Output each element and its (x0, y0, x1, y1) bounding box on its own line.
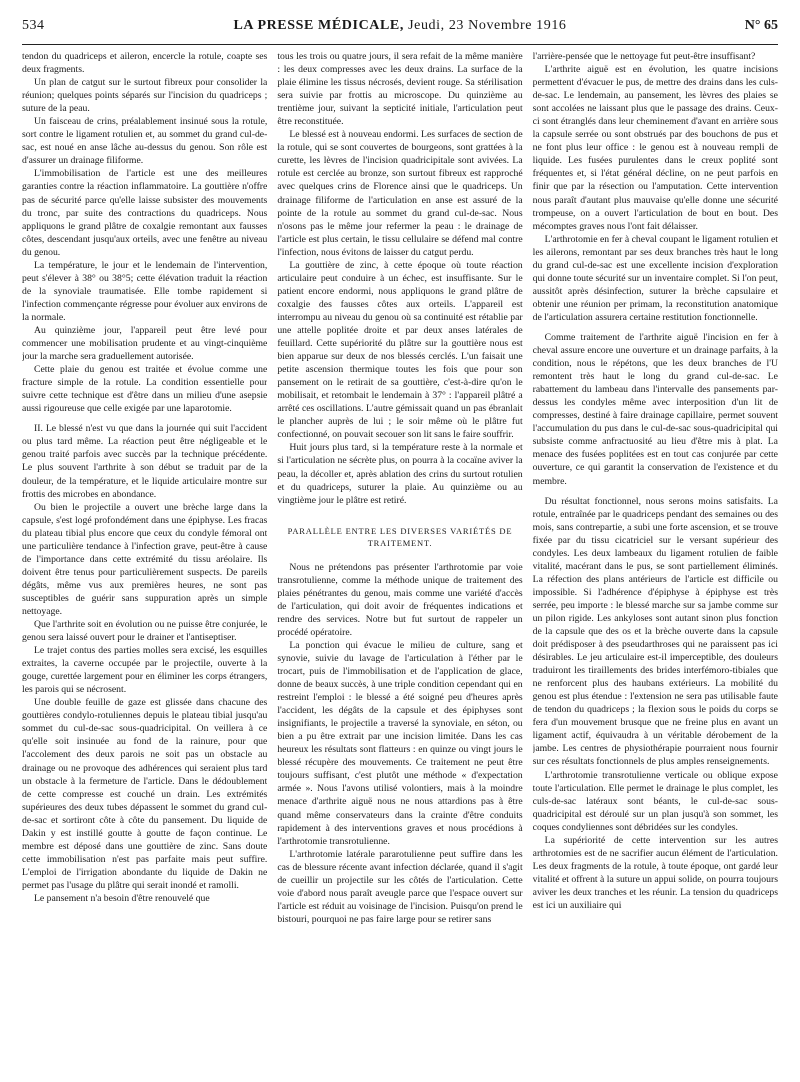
paragraph: La température, le jour et le lendemain de l'intervention, peut s'élever à 38° ou 38°5; cette élévation traduit la réaction de la synoviale traumatisée. Elle tombe rapidement si l'infection commençante régresse pour évoluer aux environs de la normale. (22, 259, 268, 323)
paragraph: L'arthrotomie en fer à cheval coupant le ligament rotulien et les ailerons, remontant par ses deux branches très haut le long du grand cul-de-sac est une excellente incision d'exploration qui donne toute sécurité sur un inventaire complet. Si l'on peut, aussitôt après désinfection, suturer la brèche capsulaire et obtenir une réunion per primam, la reconstitution anatomique de l'articulation assurera certaine restitution fonctionnelle. (532, 233, 778, 323)
paragraph: Le blessé est à nouveau endormi. Les surfaces de section de la rotule, qui se sont couvertes de bourgeons, sont grattées à la curette, les lèvres de l'incision quadricipitale sont avivées. La rotule est cerclée au bronze, son surtout fibreux est rapproché avec quelques crins de Florence ainsi que le quadriceps. Un drainage filiforme de l'articulation en anse est assuré de la pointe de la rotule au sommet du grand cul-de-sac. Nous n'osons pas le même jour refermer la peau : le drainage de l'article est plus certain, le tissu cellulaire se défend mal contre l'infection, nous évitons de laisser du catgut perdu. (277, 129, 523, 258)
text-column-3 (533, 50, 778, 1076)
paragraph: L'immobilisation de l'article est une des meilleures garanties contre la réaction inflammatoire. La gouttière n'offre pas de sécurité parce qu'elle laisse subsister des mouvements du tronc, par suite des contractions du quadriceps. Nous appliquons le grand plâtre de coxalgie remontant aux fausses côtes, descendant jusqu'aux orteils, avec une fenêtre au niveau du genou. (22, 168, 268, 258)
article-body (22, 50, 778, 1076)
paragraph: Une double feuille de gaze est glissée dans chacune des gouttières condylo-rotuliennes depuis le plateau tibial jusqu'au sommet du cul-de-sac sous-quadricipital. On veillera à ce qu'elle soit insinuée au fond de la rainure, pour que l'accolement des deux parois ne soit pas un obstacle au drainage ou ne provoque des adhérences qui seraient plus tard un obstacle à la fermeture de l'article. Dans le dédoublement de cette compresse est couché un drain. Les extrémités supérieures des deux tubes dépassent le sommet du grand cul-de-sac et sortiront côte à côte du pansement. Du liquide de Dakin y est instillé goutte à goutte de façon continue. Le membre est déposé dans une gouttière de zinc. Sans doute cette immobilisation n'est pas parfaite mais peut suffire. L'emploi de l'irrigation abondante du liquide de Dakin ne permet pas l'usage du plâtre qui serait inondé et ramolli. (22, 697, 268, 891)
paragraph: tous les trois ou quatre jours, il sera refait de la même manière : les deux compresses avec les deux drains. La surface de la plaie élimine les tissus nécrosés, devient rouge. Sa stérilisation sera suivie par frottis au microscope. Du quinzième au trentième jour, suivant la septicité initiale, l'articulation peut être reconstituée. (277, 51, 523, 128)
issue-number: N° 65 (744, 18, 778, 33)
paragraph: II. Le blessé n'est vu que dans la journée qui suit l'accident ou plus tard même. La réaction peut être négligeable et le genou traité parfois avec succès par la technique précédente. Le plus souvent l'arthrite à son début se traduit par de la douleur, de la température, et le liquide articulaire montre sur frottis des microbes en abondance. (22, 423, 268, 500)
paragraph: L'arthrotomie latérale pararotulienne peut suffire dans les cas de blessure récente avant infection déclarée, quand il s'agit de cueillir un projectile sur les côtés de l'articulation. Cette voie d'abord nous paraît aveugle parce que l'espace ouvert sur l'article est réduit au voisinage de l'incision. Puisqu'on prend le bistouri, pourquoi ne pas faire large pour se retirer sans (277, 848, 523, 925)
paragraph: Ou bien le projectile a ouvert une brèche large dans la capsule, s'est logé profondément dans une épiphyse. Les fracas du plateau tibial plus encore que ceux du condyle fémoral ont une particulière tendance à l'infection grave, peut-être à cause de l'importance dans cette extrémité du tissu aréolaire. Ils doivent être tenus pour particulièrement suspects. De pareils dégâts, même vus aux premières heures, ne sont pas susceptibles de guérir sans suppuration après un simple nettoyage. (22, 501, 268, 617)
paragraph: La gouttière de zinc, à cette époque où toute réaction articulaire peut conduire à un échec, est insuffisante. Sur le patient encore endormi, nous appliquons le grand plâtre de coxalgie des fausses côtes aux orteils. L'appareil est interrompu au niveau du genou où sa continuité est rétablie par une attelle poplitée droite et par deux anses latérales de feuillard. Cette supériorité du plâtre sur la gouttière nous est bien apparue sur deux de nos blessés cerclés. L'un faisait une petite ascension thermique toutes les fois que pour son pansement on le retirait de sa gouttière, c'est-à-dire qu'on le mobilisait, et retombait le lendemain à 37° : l'appareil plâtré a arrêté ces oscillations. L'autre gémissait quand un pas ébranlait le plancher auprès de lui ; le soir même où le plâtre fut confectionné, on pouvait secouer son lit sans le faire souffrir. (277, 259, 523, 441)
paragraph: L'arthrotomie transrotulienne verticale ou oblique expose toute l'articulation. Elle permet le drainage le plus complet, les culs-de-sac latéraux sont béants, le cul-de-sac sous-quadricipital est déroulé sur un plan jusqu'à son sommet, les coques condyliennes sont débridées sur les condyles. (532, 769, 778, 833)
issue-date: Jeudi, 23 Novembre 1916 (408, 18, 567, 33)
text-column-1 (22, 50, 267, 1076)
section-heading: PARALLÈLE ENTRE LES DIVERSES VARIÉTÉS DE TRAITEMENT. (287, 525, 513, 548)
paragraph: L'arthrite aiguë est en évolution, les quatre incisions permettent d'évacuer le pus, de mettre des drains dans les culs-de-sac. Le lendemain, au pansement, les lèvres des plaies se sont accolées ne laissant plus que le passage des drains. Ceux-ci sont étranglés dans leur cheminement d'avant en arrière sous la capsule serrée ou sont obstrués par des bouchons de pus et ne font plus leur office : le genou est à nouveau rempli de liquide. Les fusées purulentes dans le creux poplité sont fréquentes et, si l'état général décline, on ne peut parfois en finir que par la résection ou l'amputation. Cette intervention nous paraît d'autant plus mauvaise qu'elle donne une sécurité trompeuse, on a ouvert l'articulation de bout en bout. Des mécomptes graves nous l'ont fait délaisser. (532, 64, 778, 232)
paragraph: Un plan de catgut sur le surtout fibreux pour consolider la réunion; quelques points séparés sur l'incision du quadriceps ; suture de la peau. (22, 77, 268, 115)
paragraph: Au quinzième jour, l'appareil peut être levé pour commencer une mobilisation prudente et au vingt-cinquième jour la marche sera graduellement autorisée. (22, 324, 268, 363)
paragraph: Le pansement n'a besoin d'être renouvelé que (34, 893, 210, 904)
paragraph: Que l'arthrite soit en évolution ou ne puisse être conjurée, le genou sera laissé ouvert pour le drainer et l'antiseptiser. (22, 619, 268, 644)
paragraph: tendon du quadriceps et aileron, encercle la rotule, coapte ses deux fragments. (22, 51, 268, 76)
page-header (22, 18, 778, 45)
journal-name: LA PRESSE MÉDICALE, (233, 18, 404, 33)
paragraph: La supériorité de cette intervention sur les autres arthrotomies est de ne sacrifier aucun élément de l'articulation. Les deux fragments de la rotule, à toute époque, ont gardé leur vitalité et offrent à la suture un appui solide, on pourra toujours aviver les deux tranches et les réunir. La tension du quadriceps est ici un auxiliaire qui (532, 834, 778, 911)
page-number: 534 (22, 18, 45, 33)
text-column-2 (277, 50, 522, 1076)
paragraph: Du résultat fonctionnel, nous serons moins satisfaits. La rotule, entraînée par le quadriceps pendant des semaines ou des mois, sans contrepartie, a subi une forte ascension, et se trouve fixée par du tissu cicatriciel sur le versant supérieur des condyles. Les deux lambeaux du ligament rotulien de faible vitalité, macérant dans le pus, se sont partiellement éliminés. La réfection des plans antérieurs de l'article est difficile ou impossible. Si l'adhérence d'épiphyse à épiphyse est très serrée, peu importe : le blessé marche sur sa jambe comme sur un pilon rigide. Les ankyloses sont autant sinon plus fonction de la capsule que des os et la brèche ouverte dans la capsule doit prédisposer à des pseudarthroses qui ne paraissent pas ici désirables. Le jeu articulaire est-il imperceptible, des douleurs traduiront les tiraillements des brides interfémoro-tibiales que ne renforcent plus des haubans extérieurs. La mobilité du genou est plus étendue : l'extension ne sera pas utilisable faute de tendon du quadriceps ; la flexion sous le poids du corps se fera d'un mouvement brusque que ne freine plus en avant un ligament actif, équivaudra à un véritable dérobement de la jambe. Les centres de physiothérapie pourraient nous fournir sur ces résultats fonctionnels de plus amples renseignements. (532, 495, 778, 768)
paragraph: Un faisceau de crins, préalablement insinué sous la rotule, sort contre le ligament rotulien et, au sommet du grand cul-de-sac, est noué en anse lâche au-dessus du genou. Son rôle est d'assurer un drainage filiforme. (22, 116, 268, 167)
paragraph: La ponction qui évacue le milieu de culture, sang et synovie, suivie du lavage de l'articulation à l'éther par le trocart, puis de l'immobilisation et de l'application de glace, donne de beaux succès, à une triple condition cependant qui en restreint l'emploi : le blessé a été soigné peu d'heures après l'accident, les dégâts de la capsule et des épiphyses sont insignifiants, le projectile a traversé la synoviale, en séton, ou bien a pu être extrait par une incision limitée. Dans les cas heureux les résultats sont flatteurs : en quinze ou vingt jours le blessé récupère des mouvements. Ce traitement ne peut être toujours suffisant, c'est plutôt une méthode « d'expectation armée ». Nous l'avons utilisé volontiers, mais à la moindre menace d'arthrite aiguë nous ne nous attardions pas à être quand même conservateurs dans la crainte d'être conduits rapidement à des interventions graves et nous procédions à l'arthrotomie transrotulienne. (277, 639, 523, 847)
paragraph: Nous ne prétendons pas présenter l'arthrotomie par voie transrotulienne, comme la méthode unique de traitement des plaies pénétrantes du genou, mais comme une variété d'accès de l'articulation, qui doit avoir de fréquentes indications et rendre des services. Notre but fut surtout de rappeler un procédé opératoire. (277, 561, 523, 638)
paragraph: l'arrière-pensée que le nettoyage fut peut-être insuffisant? (532, 51, 756, 62)
paragraph: Cette plaie du genou est traitée et évolue comme une fracture simple de la rotule. La condition essentielle pour suivre cette technique est d'être dans un milieu d'une asepsie aussi rigoureuse que celle exigée par une laparotomie. (22, 364, 268, 415)
paragraph: Le trajet contus des parties molles sera excisé, les esquilles extraites, la caverne occupée par le projectile, ouverte à la gouge, curettée largement pour en éliminer les corps étrangers, les parois qui se nécrosent. (22, 645, 268, 696)
paragraph: Huit jours plus tard, si la température reste à la normale et si l'articulation ne sécrète plus, on pourra à la cocaïne aviver la peau, la décoller et, après ablation des crins du surtout rotulien et du quadriceps, suturer la plaie. Au quinzième ou au vingtième jour le plâtre est retiré. (277, 442, 523, 506)
paragraph: Comme traitement de l'arthrite aiguë l'incision en fer à cheval assure encore une ouverture et un drainage parfaits, à la condition, nous le répétons, que les deux branches de l'U remontent très haut le long du grand cul-de-sac. Le rabattement du lambeau dans l'intervalle des pansements par-dessus les condyles même avec interposition d'un lit de compresses, destiné à faire drainage capillaire, permet souvent l'accumulation du pus dans le cul-de-sac sous-quadricipital qui subsiste comme anfractuosité au lieu d'être mis à plat. La menace des fusées poplitées est en tout cas conjurée par cette ouverture, ce qui garantit la conservation de l'existence et du membre. (532, 331, 778, 487)
running-title (82, 18, 718, 34)
